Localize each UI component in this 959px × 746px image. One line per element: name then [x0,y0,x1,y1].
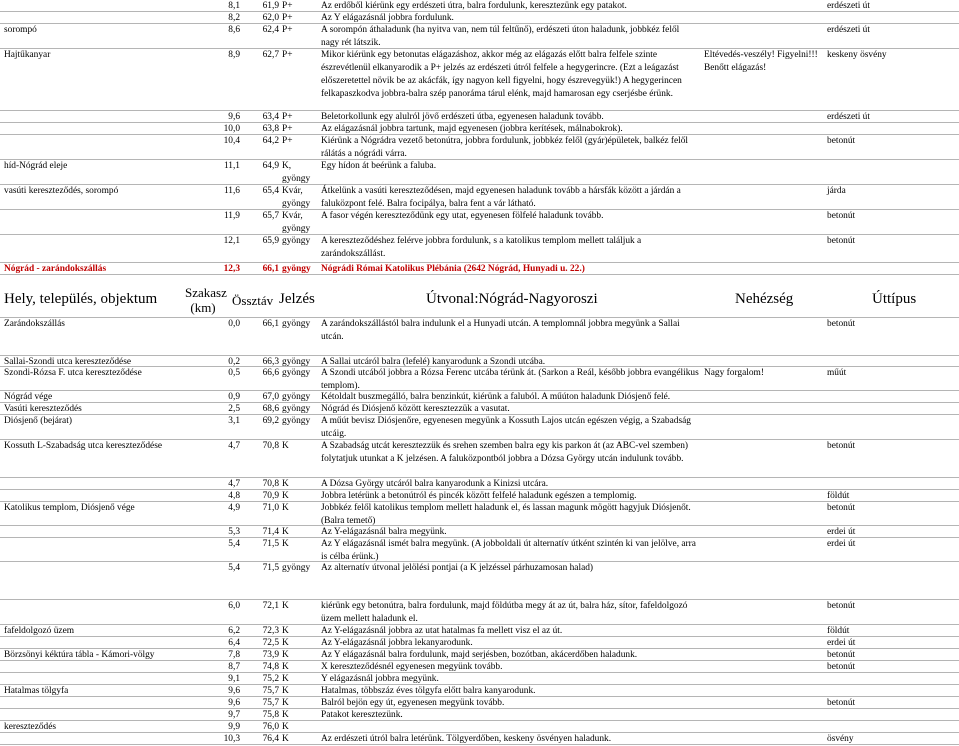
place-cell: Vasúti kereszteződés [4,404,82,414]
table-row [0,12,959,24]
road-type-cell: ösvény [827,734,854,744]
total-cell: 73,9 [262,650,279,660]
route-description-cell: Kétoldalt buszmegálló, balra benzinkút, kiérünk a faluból. A műúton haladunk Diósjenő felé. [321,392,671,402]
route-description-cell: A zarándokszállástól balra indulunk el a Hunyadi utcán. A templomnál jobbra megyünk a Sallai utcán. [321,319,680,342]
route-description-cell: Jobbra letérünk a betonútról és pincék között felfelé haladunk egészen a templomig. [321,491,637,501]
marking-cell: K [282,662,289,672]
table-row [0,709,959,721]
table-row [0,697,959,709]
total-cell: 75,8 [262,710,279,720]
km-cell: 9,1 [228,674,240,684]
road-type-cell: betonút [827,236,856,246]
km-cell: 5,4 [228,563,240,573]
table-row [0,123,959,135]
route-description-cell: Balról bejön egy út, egyenesen megyünk tovább. [321,698,505,708]
marking-cell: K [282,710,289,720]
total-cell: 66,6 [262,368,279,378]
table-row [0,403,959,415]
table-row [0,24,959,49]
road-type-cell: erdei út [827,539,856,549]
route-description-cell: Az alternatív útvonal jelölési pontjai (a K jelzéssel párhuzamosan halad) [321,563,594,573]
route-description-cell: Az Y-elágazásnál jobbra lekanyarodunk. [321,638,473,648]
marking-cell: K [282,441,289,451]
marking-cell: P+ [282,124,293,134]
marking-cell: K, gyöngy [282,161,311,184]
table-row [0,637,959,649]
table-row [0,673,959,685]
marking-cell: gyöngy [282,404,311,414]
difficulty-cell: Eltévedés-veszély! Figyelni!!! Benőtt elágazás! [704,50,818,73]
total-cell: 72,1 [262,601,279,611]
place-cell: sorompó [4,25,37,35]
total-cell: 72,3 [262,626,279,636]
difficulty-cell: Nagy forgalom! [704,368,764,378]
marking-cell: K [282,527,289,537]
road-type-cell: erdészeti út [827,1,870,11]
route-description-cell: A műút bevisz Diósjenőre, egyenesen megyünk a Kossuth Lajos utcán egészen végig, a Szabadság utcáig. [321,416,691,439]
route-description-cell: Mikor kiérünk egy betonutas elágazáshoz, akkor még az elágazás előtt balra felfele szinte észrevétlenül elkanyarodik a P+ jelzés az erdészeti útról felfele a hegygerincre. (Ezt a leágazást előszeretettel növik be az akácfák, így nagyon kell figyelni, hogy észrevegyük!) A hegygerincen felkapaszkodva jobbra-balra szép panoráma tárul elénk, majd hamarosan egy cserjésbe érünk. [321,50,682,99]
route-description-cell: Az erdészeti útról balra letérünk. Tölgyerdőben, keskeny ösvényen haladunk. [321,734,612,744]
km-cell: 9,6 [228,112,240,122]
marking-cell: K [282,626,289,636]
total-cell: 64,9 [262,161,279,171]
route-description-cell: Az Y elágazásnál balra fordulunk, majd serjésben, bozótban, akácerdőben haladunk. [321,650,638,660]
km-cell: 8,9 [228,50,240,60]
marking-cell: K [282,503,289,513]
route-description-cell: Patakot keresztezünk. [321,710,403,720]
total-cell: 65,4 [262,186,279,196]
table-row [0,685,959,697]
total-cell: 76,4 [262,734,279,744]
table-row [0,490,959,502]
marking-cell: gyöngy [282,368,311,378]
total-cell: 66,3 [262,357,279,367]
total-cell: 68,6 [262,404,279,414]
total-cell: 67,0 [262,392,279,402]
total-cell: 75,2 [262,674,279,684]
place-cell: Diósjenő (bejárat) [4,416,72,426]
total-cell: 63,8 [262,124,279,134]
km-cell: 5,3 [228,527,240,537]
total-cell: 66,1 [262,264,279,274]
table-row [0,210,959,235]
marking-cell: K [282,638,289,648]
km-cell: 6,2 [228,626,240,636]
km-cell: 12,3 [223,264,240,274]
road-type-cell: betonút [827,211,856,221]
table-row [0,111,959,123]
road-type-cell: földút [827,491,850,501]
marking-cell: gyöngy [282,236,311,246]
marking-cell: K [282,650,289,660]
total-cell: 61,9 [262,1,279,11]
route-description-cell: X kereszteződésnél egyenesen megyünk tovább. [321,662,503,672]
road-type-cell: műút [827,368,847,378]
marking-cell: P+ [282,136,293,146]
km-cell: 9,7 [228,710,240,720]
header-total: Össztáv [232,293,274,308]
header-difficulty: Nehézség [735,291,794,307]
km-cell: 9,6 [228,686,240,696]
place-cell: Kossuth L-Szabadság utca kereszteződése [4,441,163,451]
km-cell: 0,0 [228,319,240,329]
total-cell: 65,7 [262,211,279,221]
road-type-cell: keskeny ösvény [827,50,887,60]
marking-cell: gyöngy [282,563,311,573]
route-description-cell: Jobbkéz felől katolikus templom mellett haladunk el, és lassan magunk mögött hagyjuk Diósjenőt. (Balra temető) [321,503,691,526]
road-type-cell: járda [827,186,846,196]
route-description-cell: kiérünk egy betonútra, balra fordulunk, majd földútba megy át az út, balra ház, sítor, fafeldolgozó üzem mellett haladunk el. [321,601,688,624]
table-row [0,649,959,661]
marking-cell: K [282,491,289,501]
km-cell: 11,6 [223,186,240,196]
table-row [0,356,959,367]
km-cell: 7,8 [228,650,240,660]
route-description-cell: Nógrádi Római Katolikus Plébánia (2642 Nógrád, Hunyadi u. 22.) [321,264,585,274]
table-row [0,367,959,391]
place-cell: Börzsönyi kéktúra tábla - Kámori-völgy [4,650,155,660]
km-cell: 4,9 [228,503,240,513]
route-description-cell: Az elágazásnál jobbra tartunk, majd egyenesen (jobbra kerítések, málnabokrok). [321,124,623,134]
marking-cell: K [282,686,289,696]
table-row [0,318,959,356]
marking-cell: gyöngy [282,392,311,402]
marking-cell: gyöngy [282,319,311,329]
km-cell: 9,9 [228,722,240,732]
total-cell: 63,4 [262,112,279,122]
table-row [0,0,959,12]
road-type-cell: erdei út [827,527,856,537]
road-type-cell: betonút [827,601,856,611]
total-cell: 69,2 [262,416,279,426]
road-type-cell: betonút [827,441,856,451]
marking-cell: Kvár, gyöngy [282,186,311,209]
km-cell: 11,1 [223,161,240,171]
marking-cell: K [282,698,289,708]
km-cell: 4,7 [228,479,240,489]
table-row [0,391,959,403]
total-cell: 72,5 [262,638,279,648]
table-header [0,285,959,318]
km-cell: 10,4 [223,136,240,146]
route-description-cell: Az Y-elágazásnál balra megyünk. [321,527,447,537]
road-type-cell: erdei út [827,638,856,648]
road-type-cell: földút [827,626,850,636]
road-type-cell: betonút [827,136,856,146]
table-row [0,135,959,160]
total-cell: 70,9 [262,491,279,501]
marking-cell: Kvár, gyöngy [282,211,311,234]
km-cell: 3,1 [228,416,240,426]
place-cell: Hatalmas tölgyfa [4,686,69,696]
route-description-cell: A Sallai utcáról balra (lefelé) kanyarodunk a Szondi utcába. [321,357,546,367]
km-cell: 8,6 [228,25,240,35]
table-row [0,600,959,625]
route-description-cell: Az Y elágazásnál jobbra fordulunk. [321,13,454,23]
header-route: Útvonal:Nógrád-Nagyoroszi [426,291,598,307]
route-description-cell: Y elágazásnál jobbra megyünk. [321,674,439,684]
table-row [0,721,959,733]
km-cell: 0,9 [228,392,240,402]
total-cell: 71,0 [262,503,279,513]
marking-cell: P+ [282,1,293,11]
km-cell: 5,4 [228,539,240,549]
place-cell: Nógrád - zarándokszállás [4,264,107,274]
route-description-cell: Átkelünk a vasúti kereszteződésen, majd egyenesen haladunk tovább a hársfák között a járdán a faluközpont felé. Balra focipálya, balra fent a vár látható. [321,186,681,209]
header-km: Szakasz (km) [185,285,227,315]
table-row [0,235,959,263]
km-cell: 8,7 [228,662,240,672]
km-cell: 8,2 [228,13,240,23]
total-cell: 75,7 [262,686,279,696]
table-row [0,160,959,185]
km-cell: 6,4 [228,638,240,648]
route-description-cell: Beletorkollunk egy alulról jövő erdészeti útba, egyenesen haladunk tovább. [321,112,604,122]
total-cell: 70,8 [262,441,279,451]
total-cell: 71,4 [262,527,279,537]
total-cell: 70,8 [262,479,279,489]
km-cell: 6,0 [228,601,240,611]
table-row [0,733,959,745]
place-cell: Szondi-Rózsa F. utca kereszteződése [4,368,142,378]
km-cell: 10,3 [223,734,240,744]
place-cell: fafeldolgozó üzem [4,626,75,636]
marking-cell: gyöngy [282,416,311,426]
table-row [0,562,959,600]
road-type-cell: betonút [827,319,856,329]
total-cell: 74,8 [262,662,279,672]
total-cell: 64,2 [262,136,279,146]
road-type-cell: betonút [827,503,856,513]
marking-cell: gyöngy [282,357,311,367]
km-cell: 2,5 [228,404,240,414]
route-description-cell: A Szabadság utcát keresztezzük és srehen szemben balra egy kis parkon át (az ABC-vel szemben) folytatjuk utunkat a K jelzésen. A faluközpontból jobbra a Dózsa Györgу utcán indulunk tovább. [321,441,689,464]
marking-cell: P+ [282,13,293,23]
total-cell: 75,7 [262,698,279,708]
km-cell: 10,0 [223,124,240,134]
route-description-cell: Hatalmas, többszáz éves tölgyfa előtt balra kanyarodunk. [321,686,536,696]
table-row [0,538,959,562]
table-row [0,440,959,478]
road-type-cell: erdészeti út [827,112,870,122]
table-row [0,478,959,490]
road-type-cell: erdészeti út [827,25,870,35]
total-cell: 71,5 [262,539,279,549]
road-type-cell: betonút [827,698,856,708]
route-description-cell: A sorompón áthaladunk (ha nyitva van, nem túl feltűnő), erdészeti úton haladunk, jobbkéz felől nagy rét látszik. [321,25,680,48]
route-description-cell: Az erdőből kiérünk egy erdészeti útra, balra fordulunk, keresztezünk egy patakot. [321,1,627,11]
km-cell: 4,8 [228,491,240,501]
km-cell: 11,9 [223,211,240,221]
table-row [0,661,959,673]
route-description-cell: A fasor végén kereszteződünk egy utat, egyenesen fölfelé haladunk tovább. [321,211,604,221]
road-type-cell: betonút [827,662,856,672]
place-cell: Katolikus templom, Diósjenő vége [4,503,135,513]
marking-cell: K [282,734,289,744]
place-cell: Hajtűkanyar [4,50,51,60]
total-cell: 76,0 [262,722,279,732]
route-description-cell: Egy hídon át beérünk a faluba. [321,161,437,171]
km-cell: 9,6 [228,698,240,708]
table-row [0,185,959,210]
table-row [0,415,959,440]
route-description-cell: Az Y-elágazásnál jobbra az utat hatalmas fa mellett visz el az út. [321,626,563,636]
km-cell: 12,1 [223,236,240,246]
place-cell: Nógrád vége [4,392,53,402]
km-cell: 8,1 [228,1,240,11]
total-cell: 62,4 [262,25,279,35]
total-cell: 71,5 [262,563,279,573]
marking-cell: K [282,479,289,489]
place-cell: kereszteződés [4,722,57,732]
marking-cell: K [282,539,289,549]
total-cell: 65,9 [262,236,279,246]
total-cell: 62,0 [262,13,279,23]
place-cell: híd-Nógrád eleje [4,161,68,171]
route-description-cell: A Szondi utcából jobbra a Rózsa Ferenc utcába térünk át. (Sarkon a Reál, később jobbra evangélikus templom). [321,368,699,391]
header-road-type: Úttípus [872,291,917,307]
table-row [0,625,959,637]
table-row [0,263,959,275]
road-type-cell: betonút [827,650,856,660]
place-cell: Zarándokszállás [4,319,65,329]
route-description-cell: Az Y elágazásnál ismét balra megyünk. (A jobboldali út alternatív útként szintén ki van jelölve, arra is célba érünk.) [321,539,696,562]
km-cell: 0,5 [228,368,240,378]
header-place: Hely, település, objektum [4,291,158,307]
route-description-cell: A Dózsa György utcáról balra kanyarodunk a Kinizsi utcára. [321,479,549,489]
route-description-cell: A kereszteződéshez felérve jobbra fordulunk, s a katolikus templom mellett találjuk a zarándokszállást. [321,236,642,259]
place-cell: vasúti kereszteződés, sorompó [4,186,119,196]
marking-cell: P+ [282,25,293,35]
km-cell: 0,2 [228,357,240,367]
marking-cell: P+ [282,112,293,122]
table-row [0,526,959,538]
route-description-cell: Nógrád és Diósjenő között keresztezzük a vasutat. [321,404,510,414]
total-cell: 66,1 [262,319,279,329]
marking-cell: P+ [282,50,293,60]
marking-cell: K [282,674,289,684]
marking-cell: K [282,722,289,732]
km-cell: 4,7 [228,441,240,451]
header-mark: Jelzés [279,291,315,307]
table-row [0,49,959,111]
route-description-cell: Kiérünk a Nógrádra vezető betonútra, jobbra fordulunk, jobbkéz felől (gyár)épületek, balkéz felől rálátás a nógrádi várra. [321,136,689,159]
total-cell: 62,7 [262,50,279,60]
table-row [0,502,959,526]
marking-cell: gyöngy [282,264,311,274]
marking-cell: K [282,601,289,611]
place-cell: Sallai-Szondi utca kereszteződése [4,357,132,367]
